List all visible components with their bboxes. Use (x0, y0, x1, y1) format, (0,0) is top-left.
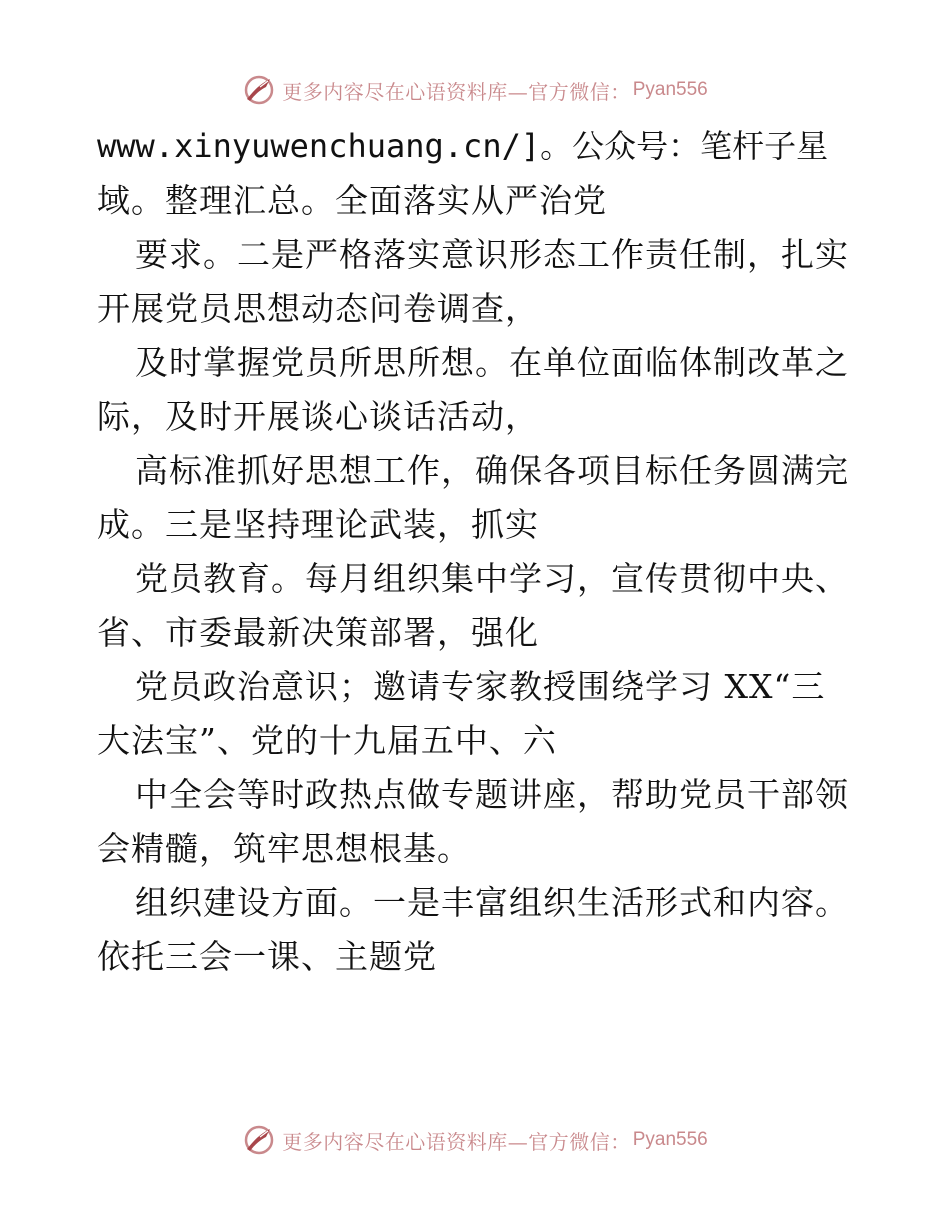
text-line: www.xinyuwenchuang.cn/]。公众号：笔杆子星 (97, 127, 829, 165)
text-line: 组织建设方面。一是丰富组织生活形式和内容。 (135, 883, 849, 922)
watermark-text: 更多内容尽在心语资料库—官方微信： (282, 79, 631, 104)
text-line: 域。整理汇总。全面落实从严治党 (97, 181, 607, 220)
text-line: 党员教育。每月组织集中学习，宣传贯彻中央、 (135, 559, 849, 598)
text-line: 成。三是坚持理论武装，抓实 (97, 505, 539, 544)
text-line: 党员政治意识；邀请专家教授围绕学习 XX“三 (135, 667, 826, 706)
text-line: 中全会等时政热点做专题讲座，帮助党员干部领 (135, 775, 849, 814)
text-line: 会精髓，筑牢思想根基。 (97, 829, 471, 868)
text-line: 际，及时开展谈心谈话活动， (97, 397, 539, 436)
watermark-wechat-id: Pyan556 (632, 1129, 708, 1150)
text-line: 省、市委最新决策部署，强化 (97, 613, 539, 652)
footer-watermark (0, 1120, 950, 1160)
pen-logo-icon (242, 1123, 276, 1157)
document-body (97, 124, 857, 988)
watermark-wechat-id: Pyan556 (632, 79, 708, 100)
text-line: 依托三会一课、主题党 (97, 937, 437, 976)
pen-logo-icon (242, 73, 276, 107)
watermark-text: 更多内容尽在心语资料库—官方微信： (282, 1129, 631, 1154)
text-line: 高标准抓好思想工作，确保各项目标任务圆满完 (135, 451, 849, 490)
text-line: 开展党员思想动态问卷调查， (97, 289, 539, 328)
text-line: 要求。二是严格落实意识形态工作责任制，扎实 (135, 235, 849, 274)
header-watermark (0, 70, 950, 110)
text-line: 及时掌握党员所思所想。在单位面临体制改革之 (135, 343, 849, 382)
text-line: 大法宝”、党的十九届五中、六 (97, 721, 557, 760)
